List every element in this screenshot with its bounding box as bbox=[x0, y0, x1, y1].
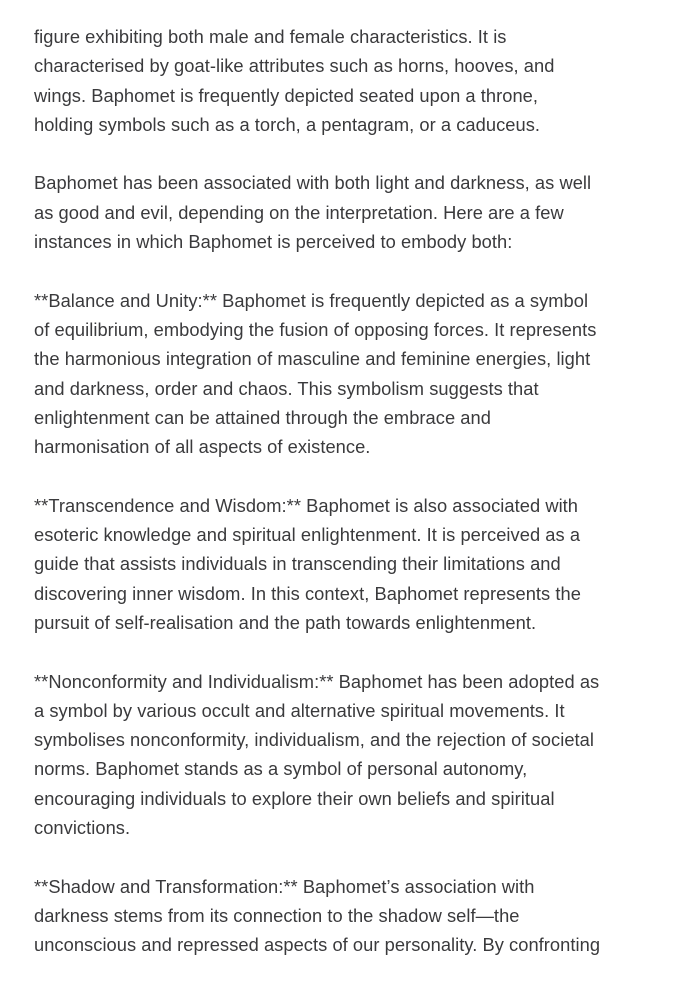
message-body bbox=[34, 22, 674, 989]
paragraph-description: figure exhibiting both male and female characteristics. It is characterised by goat-like attributes such as horns, hooves, and wings. Baphomet is frequently depicted seated upon a throne, holding symbols such as a torch, a pentagram, or a caduceus. bbox=[34, 26, 555, 135]
paragraph-shadow-and-transformation: **Shadow and Transformation:** Baphomet’s association with darkness stems from its connection to the shadow self—the unconscious and repressed aspects of our personality. By confronting bbox=[34, 875, 601, 956]
paragraph-nonconformity-and-individualism: **Nonconformity and Individualism:** Baphomet has been adopted as a symbol by various occult and alternative spiritual movements. It symbolises nonconformity, individualism, and the rejection of societal norms. Baphomet stands as a symbol of personal autonomy, encouraging individuals to explore their own beliefs and spiritual convictions. bbox=[34, 670, 600, 839]
paragraph-transcendence-and-wisdom: **Transcendence and Wisdom:** Baphomet is also associated with esoteric knowledge and spiritual enlightenment. It is perceived as a guide that assists individuals in transcending their limitations and discovering inner wisdom. In this context, Baphomet represents the pursuit of self-realisation and the path towards enlightenment. bbox=[34, 494, 581, 633]
paragraph-light-and-darkness: Baphomet has been associated with both light and darkness, as well as good and evil, depending on the interpretation. Here are a few instances in which Baphomet is perceived to embody both: bbox=[34, 172, 592, 253]
paragraph-balance-and-unity: **Balance and Unity:** Baphomet is frequently depicted as a symbol of equilibrium, embodying the fusion of opposing forces. It represents the harmonious integration of masculine and feminine energies, light and darkness, order and chaos. This symbolism suggests that enlightenment can be attained through the embrace and harmonisation of all aspects of existence. bbox=[34, 289, 597, 458]
